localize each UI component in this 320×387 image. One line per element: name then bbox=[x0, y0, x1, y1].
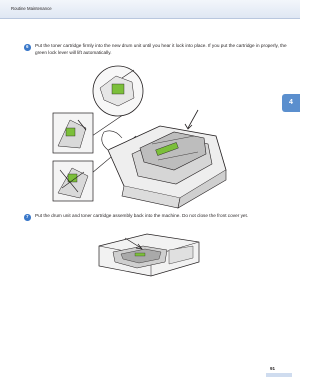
step-7-badge: 7 bbox=[24, 214, 31, 221]
header-title: Routine Maintenance bbox=[11, 6, 52, 11]
machine-illustration bbox=[95, 228, 205, 280]
step-7-text: Put the drum unit and toner cartridge assembly back into the machine. Do not close the front cover yet. bbox=[35, 213, 249, 218]
drum-toner-illustration bbox=[48, 58, 240, 210]
step-6-badge: 6 bbox=[24, 44, 31, 51]
chapter-tab bbox=[282, 94, 300, 112]
header-divider bbox=[0, 18, 300, 19]
page-number: 91 bbox=[270, 366, 276, 371]
page-number-bar bbox=[266, 373, 292, 377]
chapter-tab-label: 4 bbox=[289, 99, 293, 106]
step-6-text: Put the toner cartridge firmly into the new drum unit until you hear it lock into place. If you put the cartridge in properly, the green lock lever will lift automatically. bbox=[35, 43, 287, 55]
